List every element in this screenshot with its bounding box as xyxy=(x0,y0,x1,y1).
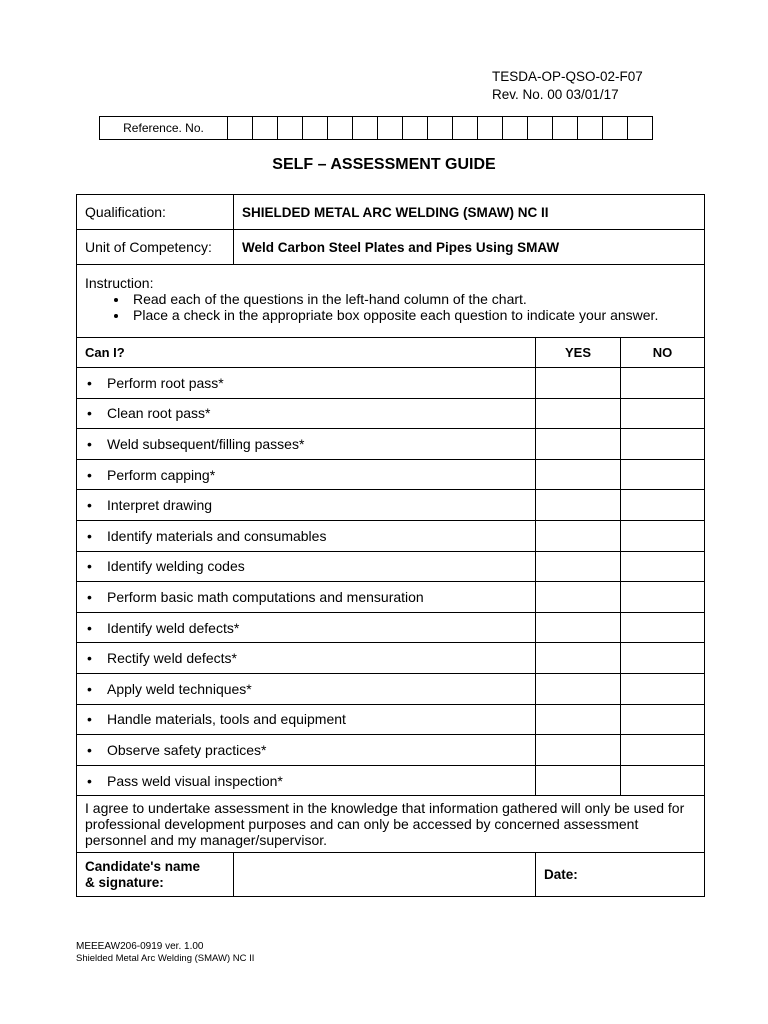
question-cell xyxy=(77,398,536,429)
question-cell xyxy=(77,673,536,704)
no-header: NO xyxy=(621,338,705,368)
bullet-icon: • xyxy=(87,680,92,697)
self-assessment-table xyxy=(76,194,705,897)
question-text: Perform capping* xyxy=(107,466,216,483)
bullet-icon: • xyxy=(87,711,92,728)
candidate-signature-label xyxy=(77,853,234,897)
yes-header: YES xyxy=(536,338,621,368)
instruction-label: Instruction: xyxy=(85,275,154,291)
form-code: TESDA-OP-QSO-02-F07 xyxy=(492,69,643,84)
unit-value: Weld Carbon Steel Plates and Pipes Using SMAW xyxy=(234,230,705,265)
yes-checkbox-cell[interactable] xyxy=(536,520,621,551)
reference-box[interactable] xyxy=(403,117,428,140)
question-cell xyxy=(77,520,536,551)
yes-checkbox-cell[interactable] xyxy=(536,765,621,796)
question-row xyxy=(77,704,705,735)
yes-checkbox-cell[interactable] xyxy=(536,612,621,643)
question-text: Rectify weld defects* xyxy=(107,650,237,667)
question-text: Handle materials, tools and equipment xyxy=(107,711,346,728)
reference-box[interactable] xyxy=(528,117,553,140)
bullet-icon: • xyxy=(87,527,92,544)
yes-checkbox-cell[interactable] xyxy=(536,673,621,704)
footer-code: MEEEAW206-0919 ver. 1.00 xyxy=(76,941,204,952)
page-title: SELF – ASSESSMENT GUIDE xyxy=(272,156,496,173)
question-row xyxy=(77,459,705,490)
question-cell xyxy=(77,368,536,399)
footer-title: Shielded Metal Arc Welding (SMAW) NC II xyxy=(76,953,255,964)
no-checkbox-cell[interactable] xyxy=(621,429,705,460)
qualification-label: Qualification: xyxy=(77,195,234,230)
question-row xyxy=(77,643,705,674)
qualification-value: SHIELDED METAL ARC WELDING (SMAW) NC II xyxy=(234,195,705,230)
instruction-item: • Read each of the questions in the left-hand column of the chart. xyxy=(129,291,704,307)
page-footer xyxy=(76,941,254,965)
reference-box[interactable] xyxy=(353,117,378,140)
reference-box[interactable] xyxy=(303,117,328,140)
question-cell xyxy=(77,582,536,613)
reference-box[interactable] xyxy=(553,117,578,140)
bullet-icon: • xyxy=(87,374,92,391)
question-text: Clean root pass* xyxy=(107,405,211,422)
instruction-item: • Place a check in the appropriate box opposite each question to indicate your answer. xyxy=(129,307,704,323)
question-text: Apply weld techniques* xyxy=(107,680,252,697)
question-text: Perform basic math computations and mensuration xyxy=(107,588,424,605)
question-text: Pass weld visual inspection* xyxy=(107,772,283,789)
question-text: Identify materials and consumables xyxy=(107,527,327,544)
bullet-icon: • xyxy=(87,588,92,605)
question-row xyxy=(77,429,705,460)
yes-checkbox-cell[interactable] xyxy=(536,398,621,429)
yes-checkbox-cell[interactable] xyxy=(536,368,621,399)
candidate-label-line: Candidate's name xyxy=(85,858,200,874)
yes-checkbox-cell[interactable] xyxy=(536,735,621,766)
bullet-icon: • xyxy=(87,650,92,667)
no-checkbox-cell[interactable] xyxy=(621,735,705,766)
question-row xyxy=(77,765,705,796)
candidate-signature-field[interactable] xyxy=(234,853,536,897)
no-checkbox-cell[interactable] xyxy=(621,520,705,551)
question-row xyxy=(77,551,705,582)
question-cell xyxy=(77,704,536,735)
question-cell xyxy=(77,612,536,643)
question-cell xyxy=(77,459,536,490)
question-text: Observe safety practices* xyxy=(107,741,267,758)
reference-label: Reference. No. xyxy=(100,117,228,140)
yes-checkbox-cell[interactable] xyxy=(536,459,621,490)
question-row xyxy=(77,490,705,521)
yes-checkbox-cell[interactable] xyxy=(536,582,621,613)
reference-box[interactable] xyxy=(603,117,628,140)
reference-box[interactable] xyxy=(278,117,303,140)
question-text: Interpret drawing xyxy=(107,497,213,514)
no-checkbox-cell[interactable] xyxy=(621,582,705,613)
form-header xyxy=(492,68,643,104)
question-text: Identify weld defects* xyxy=(107,619,240,636)
no-checkbox-cell[interactable] xyxy=(621,398,705,429)
instruction-block xyxy=(77,265,705,338)
reference-box[interactable] xyxy=(503,117,528,140)
yes-checkbox-cell[interactable] xyxy=(536,643,621,674)
question-row xyxy=(77,582,705,613)
reference-box[interactable] xyxy=(578,117,603,140)
no-checkbox-cell[interactable] xyxy=(621,368,705,399)
candidate-label-line: & signature: xyxy=(85,874,164,890)
no-checkbox-cell[interactable] xyxy=(621,490,705,521)
no-checkbox-cell[interactable] xyxy=(621,643,705,674)
question-row xyxy=(77,368,705,399)
question-row xyxy=(77,735,705,766)
yes-checkbox-cell[interactable] xyxy=(536,704,621,735)
reference-box[interactable] xyxy=(453,117,478,140)
question-cell xyxy=(77,551,536,582)
bullet-icon: • xyxy=(87,497,92,514)
instruction-list xyxy=(85,291,704,323)
reference-box[interactable] xyxy=(428,117,453,140)
bullet-icon: • xyxy=(87,558,92,575)
question-row xyxy=(77,520,705,551)
reference-box[interactable] xyxy=(253,117,278,140)
bullet-icon: • xyxy=(87,466,92,483)
bullet-icon: • xyxy=(87,405,92,422)
question-cell xyxy=(77,429,536,460)
reference-number-table xyxy=(99,116,653,140)
reference-box[interactable] xyxy=(628,117,653,140)
date-label: Date: xyxy=(544,867,578,883)
unit-label: Unit of Competency: xyxy=(77,230,234,265)
question-cell xyxy=(77,490,536,521)
question-row xyxy=(77,612,705,643)
no-checkbox-cell[interactable] xyxy=(621,459,705,490)
question-text: Identify welding codes xyxy=(107,558,245,575)
yes-checkbox-cell[interactable] xyxy=(536,490,621,521)
question-row xyxy=(77,673,705,704)
reference-box[interactable] xyxy=(478,117,503,140)
bullet-icon: • xyxy=(87,619,92,636)
revision-number: Rev. No. 00 03/01/17 xyxy=(492,87,619,102)
no-checkbox-cell[interactable] xyxy=(621,612,705,643)
can-i-header: Can I? xyxy=(77,338,536,368)
no-checkbox-cell[interactable] xyxy=(621,704,705,735)
agreement-text: I agree to undertake assessment in the knowledge that information gathered will only be used for professional development purposes and can only be accessed by concerned assessment personnel and my manager/supervisor. xyxy=(77,796,705,853)
question-text: Weld subsequent/filling passes* xyxy=(107,435,305,452)
question-row xyxy=(77,398,705,429)
question-cell xyxy=(77,765,536,796)
question-cell xyxy=(77,643,536,674)
bullet-icon: • xyxy=(87,435,92,452)
yes-checkbox-cell[interactable] xyxy=(536,429,621,460)
question-text: Perform root pass* xyxy=(107,374,224,391)
reference-box[interactable] xyxy=(228,117,253,140)
yes-checkbox-cell[interactable] xyxy=(536,551,621,582)
bullet-icon: • xyxy=(87,772,92,789)
question-cell xyxy=(77,735,536,766)
no-checkbox-cell[interactable] xyxy=(621,551,705,582)
reference-box[interactable] xyxy=(378,117,403,140)
no-checkbox-cell[interactable] xyxy=(621,765,705,796)
reference-box[interactable] xyxy=(328,117,353,140)
bullet-icon: • xyxy=(87,741,92,758)
date-field[interactable] xyxy=(536,853,705,897)
no-checkbox-cell[interactable] xyxy=(621,673,705,704)
